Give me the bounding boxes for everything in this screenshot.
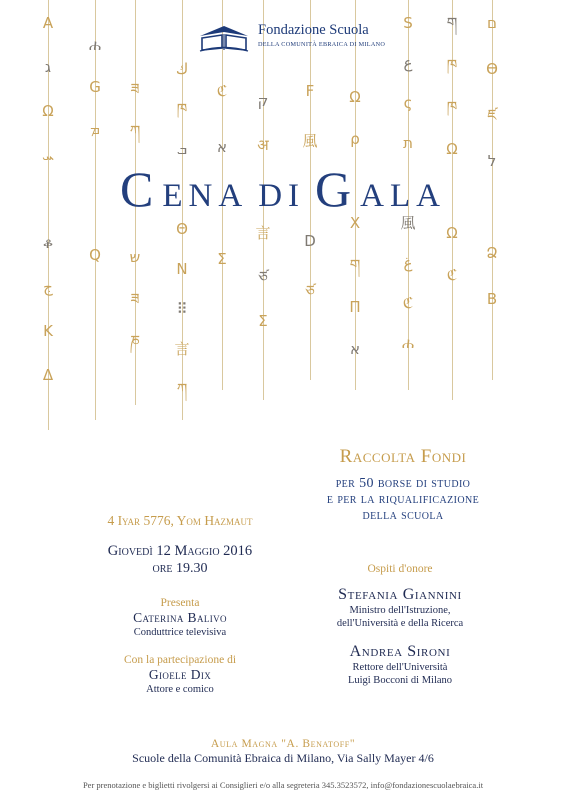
title-initial-g: G xyxy=(315,161,361,217)
hanging-glyph: ש xyxy=(129,248,141,266)
fundraising-line-3: della scuola xyxy=(362,508,444,523)
hanging-glyph: ρ xyxy=(350,130,360,148)
book-logo-icon xyxy=(196,24,252,54)
hanging-glyph: ⠿ xyxy=(176,300,188,318)
foundation-logo xyxy=(196,22,386,58)
hanging-glyph: Ω xyxy=(446,140,458,158)
hanging-glyph: D xyxy=(304,232,316,250)
hanging-glyph: S xyxy=(403,14,413,32)
hanging-glyph: ק xyxy=(257,92,269,110)
guests-label: Ospiti d'onore xyxy=(367,563,433,575)
hanging-glyph: ཀ xyxy=(129,122,141,140)
hanging-glyph: ཙ xyxy=(258,268,268,286)
presenter-role: Conduttrice televisiva xyxy=(133,627,227,638)
hanging-glyph: Σ xyxy=(217,250,227,268)
hanging-glyph: ع xyxy=(403,54,413,72)
guest-2-role-line-2: Luigi Bocconi di Milano xyxy=(347,675,453,686)
title-word2: DI xyxy=(258,178,306,214)
presenter-label: Presenta xyxy=(160,597,200,609)
hanging-glyph: Α xyxy=(42,14,54,32)
hanging-glyph: ܒ xyxy=(176,140,188,158)
hanging-glyph: غ xyxy=(403,254,413,272)
title-initial-c: C xyxy=(120,161,163,217)
logo-subtitle: DELLA COMUNITÀ EBRAICA DI MILANO xyxy=(258,41,386,48)
hanging-glyph: N xyxy=(176,260,188,278)
venue-block xyxy=(0,737,566,766)
hanging-glyph: ℭ xyxy=(446,266,458,284)
hanging-glyph: Ω xyxy=(349,88,361,106)
logo-name: Fondazione Scuola xyxy=(258,22,369,38)
title-word1-rest: ENA xyxy=(162,178,249,214)
venue-address: Scuole della Comunità Ebraica di Milano, Via Sally Mayer 4/6 xyxy=(132,751,434,765)
guest-1-role-line-2: dell'Università e della Ricerca xyxy=(336,618,464,629)
hanging-glyph: ܚ xyxy=(42,146,54,164)
hanging-glyph: G xyxy=(89,78,101,96)
event-time: ore 19.30 xyxy=(152,561,208,576)
hanging-glyph: ם xyxy=(487,14,497,32)
booking-footer: Per prenotazione e biglietti rivolgersi ai Consiglieri e/o alla segreteria 345.3523572, info@fondazionescuolaebraica.it xyxy=(82,780,484,790)
event-date-block xyxy=(70,513,290,577)
hanging-glyph: ת xyxy=(403,134,413,152)
hanging-glyph: Ձ xyxy=(486,244,498,262)
hanging-glyph: ཟ xyxy=(130,80,140,98)
hanging-glyph: ቆ xyxy=(42,234,54,252)
hanging-glyph: Δ xyxy=(42,366,54,384)
hanging-glyph: ሐ xyxy=(88,36,102,54)
hanging-glyph: П xyxy=(349,298,361,316)
hanging-glyph: Σ xyxy=(258,312,268,330)
fundraising-line-2: e per la riqualificazione xyxy=(326,492,480,507)
hanging-glyph: Θ xyxy=(176,220,188,238)
hanging-glyph: अ xyxy=(257,136,269,154)
hanging-glyph: 言 xyxy=(255,224,271,242)
hanging-glyph: ሐ xyxy=(401,334,415,352)
hanging-glyph: ཙ xyxy=(305,282,315,300)
venue-title: Aula Magna "A. Benatoff" xyxy=(210,738,356,750)
hanging-glyph: 風 xyxy=(302,132,318,150)
hanging-glyph: ك xyxy=(175,60,189,78)
hanging-glyph: ཎ xyxy=(129,332,140,350)
page-title xyxy=(0,160,566,218)
hanging-glyph: א xyxy=(349,340,361,358)
hanging-glyph: ج xyxy=(43,278,53,296)
hanging-glyph: ག xyxy=(349,256,361,274)
hanging-glyph: ག xyxy=(446,14,458,32)
hanging-glyph: ς xyxy=(403,94,413,112)
event-date: Giovedì 12 Maggio 2016 xyxy=(107,543,253,559)
hanging-glyph: ཟ xyxy=(130,290,140,308)
hebrew-date: 4 Iyar 5776, Yom Hazmaut xyxy=(107,513,253,528)
hanging-glyph: ཁ xyxy=(446,56,458,74)
hanging-glyph: Ɵ xyxy=(486,60,498,78)
hanging-glyph: X xyxy=(349,214,361,232)
hanging-glyph: 風 xyxy=(400,214,416,232)
hanging-glyph: ℭ xyxy=(402,294,414,312)
guest-2-name: Andrea Sironi xyxy=(349,643,451,660)
hanging-glyph: K xyxy=(43,322,53,340)
title-word3-rest: ALA xyxy=(360,178,446,214)
hanging-glyph: ג xyxy=(44,58,52,76)
hanging-glyph: ཛ xyxy=(487,106,497,124)
fundraising-heading: Raccolta Fondi xyxy=(339,446,467,467)
fundraising-block xyxy=(288,446,518,524)
guest-1-name: Stefania Giannini xyxy=(338,586,462,603)
hanging-glyph: Ω xyxy=(446,224,458,242)
participation-label: Con la partecipazione di xyxy=(123,654,237,666)
guests-block xyxy=(300,562,500,687)
hanging-glyph: 言 xyxy=(174,340,190,358)
hosts-block xyxy=(100,596,260,696)
hanging-glyph: ཁ xyxy=(176,100,188,118)
fundraising-line-1: per 50 borse di studio xyxy=(335,476,471,491)
hanging-glyph: ܡ xyxy=(90,120,100,138)
participant-name: Gioele Dix xyxy=(148,667,212,682)
hanging-glyph: F xyxy=(305,82,315,100)
participant-role: Attore e comico xyxy=(146,684,214,695)
guest-1-role-line-1: Ministro dell'Istruzione, xyxy=(349,605,451,616)
presenter-name: Caterina Balivo xyxy=(133,610,227,625)
hanging-glyph: ℭ xyxy=(216,82,228,100)
hanging-glyph: ל xyxy=(487,152,497,170)
hanging-glyph: א xyxy=(216,138,228,156)
hanging-glyph: ཁ xyxy=(446,98,458,116)
hanging-glyph: Ω xyxy=(42,102,54,120)
hanging-glyph: ཀ xyxy=(176,380,188,398)
guest-2-role-line-1: Rettore dell'Università xyxy=(352,662,448,673)
hanging-glyph: Q xyxy=(89,246,101,264)
hanging-glyph: B xyxy=(486,290,498,308)
